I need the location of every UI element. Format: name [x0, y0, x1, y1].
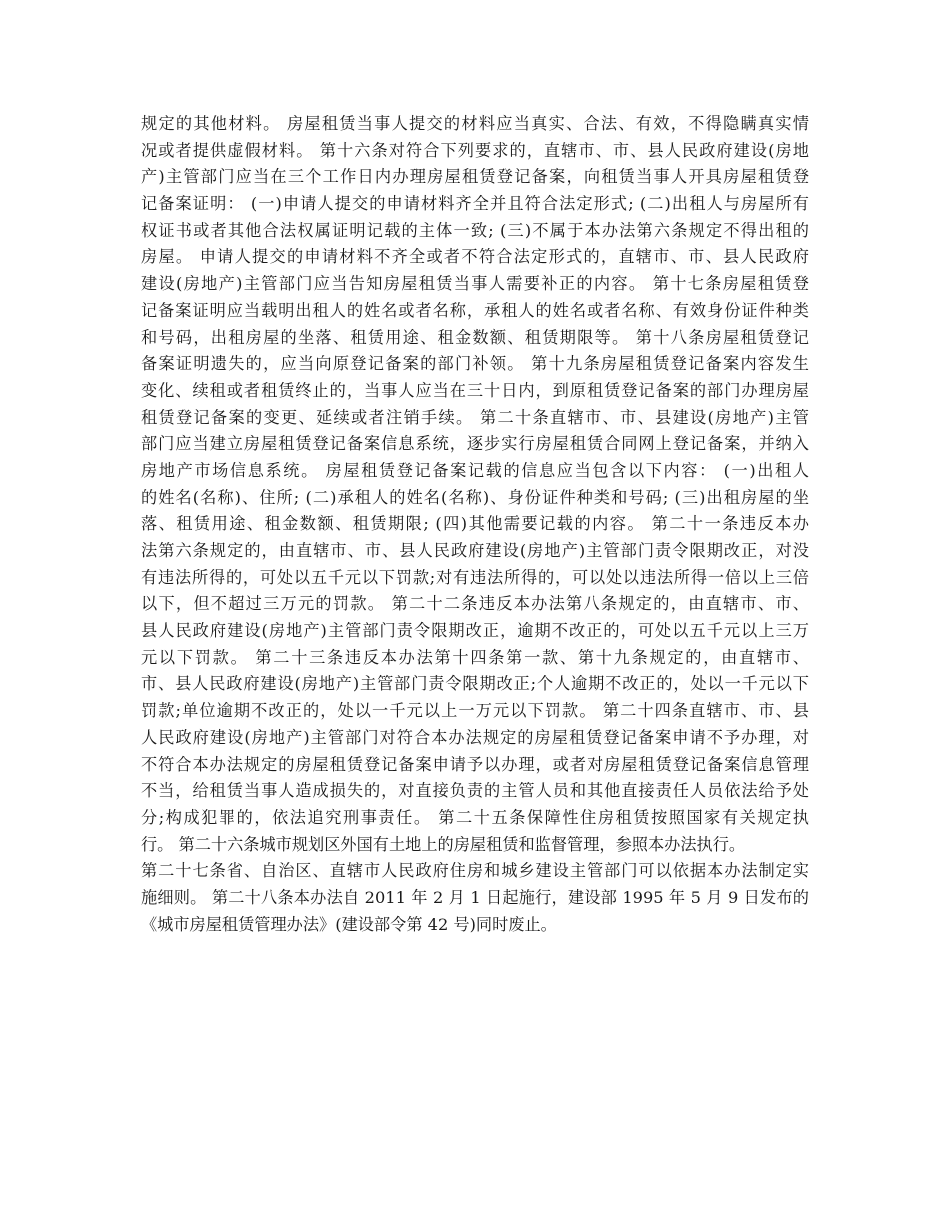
text-line: 变化、续租或者租赁终止的，当事人应当在三十日内，到原租赁登记备案的部门办理房屋 — [141, 380, 809, 400]
text-line: 的姓名(名称)、住所; (二)承租人的姓名(名称)、身份证件种类和号码; (三)出租房屋的坐 — [141, 487, 809, 507]
text-line: 落、租赁用途、租金数额、租赁期限; (四)其他需要记载的内容。 第二十一条违反本办 — [141, 514, 809, 534]
text-line: 以下，但不超过三万元的罚款。 第二十二条违反本办法第八条规定的，由直辖市、市、 — [141, 594, 809, 614]
text-line: 记备案证明： (一)申请人提交的申请材料齐全并且符合法定形式; (二)出租人与房屋所有 — [141, 194, 809, 214]
text-line: 行。 第二十六条城市规划区外国有土地上的房屋租赁和监督管理，参照本办法执行。 — [141, 834, 746, 854]
text-line: 规定的其他材料。 房屋租赁当事人提交的材料应当真实、合法、有效，不得隐瞒真实情 — [141, 114, 809, 133]
text-line: 备案证明遗失的，应当向原登记备案的部门补领。 第十九条房屋租赁登记备案内容发生 — [141, 354, 809, 374]
text-line: 罚款;单位逾期不改正的，处以一千元以上一万元以下罚款。 第二十四条直辖市、市、县 — [141, 701, 809, 721]
text-line: 法第六条规定的，由直辖市、市、县人民政府建设(房地产)主管部门责令限期改正，对没 — [141, 541, 809, 560]
text-line: 施细则。 第二十八条本办法自 2011 年 2 月 1 日起施行，建设部 1995 年 5 月 9 日发布的 — [141, 887, 809, 907]
text-line: 建设(房地产)主管部门应当告知房屋租赁当事人需要补正的内容。 第十七条房屋租赁登 — [141, 274, 809, 294]
text-line: 况或者提供虚假材料。 第十六条对符合下列要求的，直辖市、市、县人民政府建设(房地 — [141, 140, 809, 160]
text-line: 租赁登记备案的变更、延续或者注销手续。 第二十条直辖市、市、县建设(房地产)主管 — [141, 407, 809, 427]
document-body — [141, 111, 809, 938]
text-line: 不符合本办法规定的房屋租赁登记备案申请予以办理，或者对房屋租赁登记备案信息管理 — [141, 754, 809, 774]
text-line: 元以下罚款。 第二十三条违反本办法第十四条第一款、第十九条规定的，由直辖市、 — [141, 647, 809, 667]
text-line: 权证书或者其他合法权属证明记载的主体一致; (三)不属于本办法第六条规定不得出租的 — [141, 220, 809, 240]
text-line: 产)主管部门应当在三个工作日内办理房屋租赁登记备案，向租赁当事人开具房屋租赁登 — [141, 167, 809, 187]
text-line: 分;构成犯罪的，依法追究刑事责任。 第二十五条保障性住房租赁按照国家有关规定执 — [141, 807, 809, 827]
text-line: 房地产市场信息系统。 房屋租赁登记备案记载的信息应当包含以下内容： (一)出租人 — [141, 460, 809, 480]
text-line: 有违法所得的，可处以五千元以下罚款;对有违法所得的，可以处以违法所得一倍以上三倍 — [141, 567, 809, 587]
text-line: 人民政府建设(房地产)主管部门对符合本办法规定的房屋租赁登记备案申请不予办理，对 — [141, 727, 809, 747]
text-line: 县人民政府建设(房地产)主管部门责令限期改正，逾期不改正的，可处以五千元以上三万 — [141, 621, 809, 641]
text-line: 不当，给租赁当事人造成损失的，对直接负责的主管人员和其他直接责任人员依法给予处 — [141, 781, 809, 801]
text-line: 和号码，出租房屋的坐落、租赁用途、租金数额、租赁期限等。 第十八条房屋租赁登记 — [141, 327, 809, 347]
text-line: 部门应当建立房屋租赁登记备案信息系统，逐步实行房屋租赁合同网上登记备案，并纳入 — [141, 434, 809, 454]
text-line: 市、县人民政府建设(房地产)主管部门责令限期改正;个人逾期不改正的，处以一千元以下 — [141, 674, 809, 694]
text-line: 《城市房屋租赁管理办法》(建设部令第 42 号)同时废止。 — [141, 914, 557, 934]
text-line: 第二十七条省、自治区、直辖市人民政府住房和城乡建设主管部门可以依据本办法制定实 — [141, 861, 809, 881]
text-line: 房屋。 申请人提交的申请材料不齐全或者不符合法定形式的，直辖市、市、县人民政府 — [141, 247, 809, 267]
text-line: 记备案证明应当载明出租人的姓名或者名称，承租人的姓名或者名称、有效身份证件种类 — [141, 300, 809, 320]
